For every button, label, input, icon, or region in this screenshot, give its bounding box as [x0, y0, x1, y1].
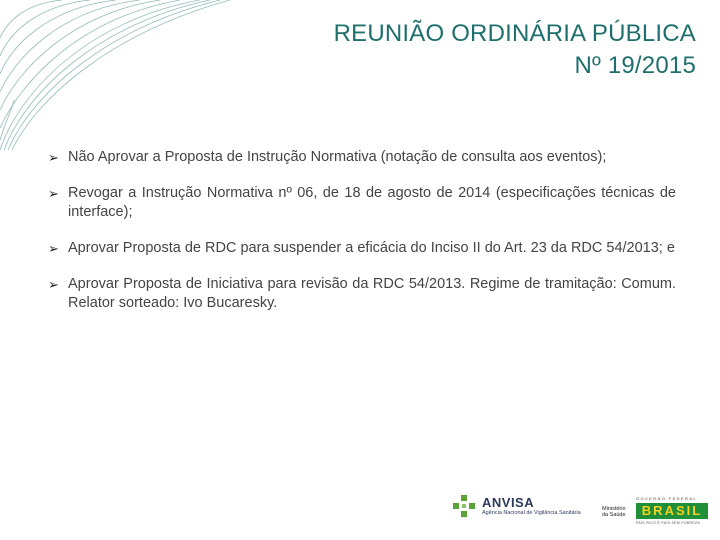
- anvisa-name: ANVISA: [482, 494, 535, 510]
- governo-federal-label: GOVERNO FEDERAL: [636, 496, 698, 501]
- arrow-bullet-icon: ➢: [48, 150, 59, 165]
- brasil-logo: BRASIL: [636, 503, 708, 519]
- brasil-slogan: PAÍS RICO É PAÍS SEM POBREZA: [636, 521, 701, 525]
- arrow-bullet-icon: ➢: [48, 277, 59, 292]
- anvisa-cross-icon: [452, 494, 476, 518]
- arrow-bullet-icon: ➢: [48, 241, 59, 256]
- bullet-list: [48, 148, 676, 330]
- slide-title-line2: Nº 19/2015: [574, 52, 696, 79]
- ministerio-label: Ministério da Saúde: [602, 506, 626, 518]
- anvisa-subtitle: Agência Nacional de Vigilância Sanitária: [482, 509, 581, 516]
- anvisa-logo: [452, 494, 581, 518]
- bullet-item: [48, 275, 676, 313]
- bullet-text: Não Aprovar a Proposta de Instrução Normativa (notação de consulta aos eventos);: [68, 149, 607, 165]
- bullet-text: Aprovar Proposta de RDC para suspender a eficácia do Inciso II do Art. 23 da RDC 54/2013; e: [68, 240, 675, 256]
- bullet-item: [48, 184, 676, 222]
- slide-title-line1: REUNIÃO ORDINÁRIA PÚBLICA: [333, 20, 696, 47]
- slide-title: [176, 18, 696, 82]
- bullet-item: [48, 148, 676, 167]
- bullet-text: Aprovar Proposta de Iniciativa para revisão da RDC 54/2013. Regime de tramitação: Comum. Relator sorteado: Ivo Bucaresky.: [68, 276, 676, 311]
- bullet-text: Revogar a Instrução Normativa nº 06, de 18 de agosto de 2014 (especificações técnicas de interface);: [68, 185, 676, 220]
- bullet-item: [48, 239, 676, 258]
- arrow-bullet-icon: ➢: [48, 186, 59, 201]
